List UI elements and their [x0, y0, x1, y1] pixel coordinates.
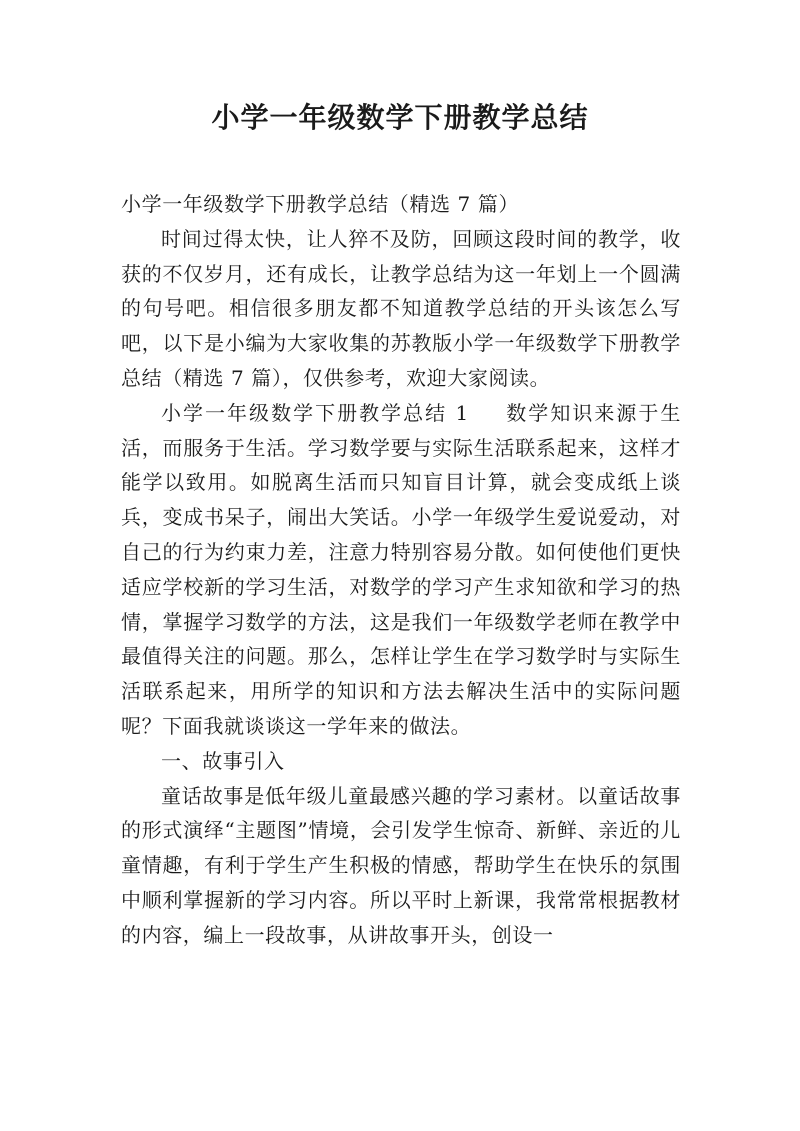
document-title: 小学一年级数学下册教学总结 — [211, 101, 589, 134]
point-1-paragraph: 童话故事是低年级儿童最感兴趣的学习素材。以童话故事的形式演绎“主题图”情境，会引发学生惊奇、新鲜、亲近的儿童情趣，有利于学生产生积极的情感，帮助学生在快乐的氛围中顺利掌握新的学习内容。所以平时上新课，我常常根据教材的内容，编上一段故事，从讲故事开头，创设一 — [121, 783, 681, 947]
intro-paragraph: 时间过得太快，让人猝不及防，回顾这段时间的教学，收获的不仅岁月，还有成长，让教学总结为这一年划上一个圆满的句号吧。相信很多朋友都不知道教学总结的开头该怎么写吧，以下是小编为大家收集的苏教版小学一年级数学下册教学总结（精选 7 篇），仅供参考，欢迎大家阅读。 — [121, 226, 681, 390]
section-1-heading: 小学一年级数学下册教学总结 1 — [161, 400, 469, 425]
section-1-body: 数学知识来源于生活，而服务于生活。学习数学要与实际生活联系起来，这样才能学以致用。如脱离生活而只知盲目计算，就会变成纸上谈兵，变成书呆子，闹出大笑话。小学一年级学生爱说爱动，对自己的行为约束力差，注意力特别容易分散。如何使他们更快适应学校新的学习生活，对数学的学习产生求知欲和学习的热情，掌握学习数学的方法，这是我们一年级数学老师在教学中最值得关注的问题。那么，怎样让学生在学习数学时与实际生活联系起来，用所学的知识和方法去解决生活中的实际问题呢？下面我就谈谈这一学年来的做法。 — [121, 400, 681, 738]
document-body — [121, 187, 681, 953]
point-1-heading: 一、故事引入 — [161, 748, 285, 773]
section-1-paragraph — [121, 396, 681, 744]
subtitle-line: 小学一年级数学下册教学总结（精选 7 篇） — [121, 192, 520, 216]
